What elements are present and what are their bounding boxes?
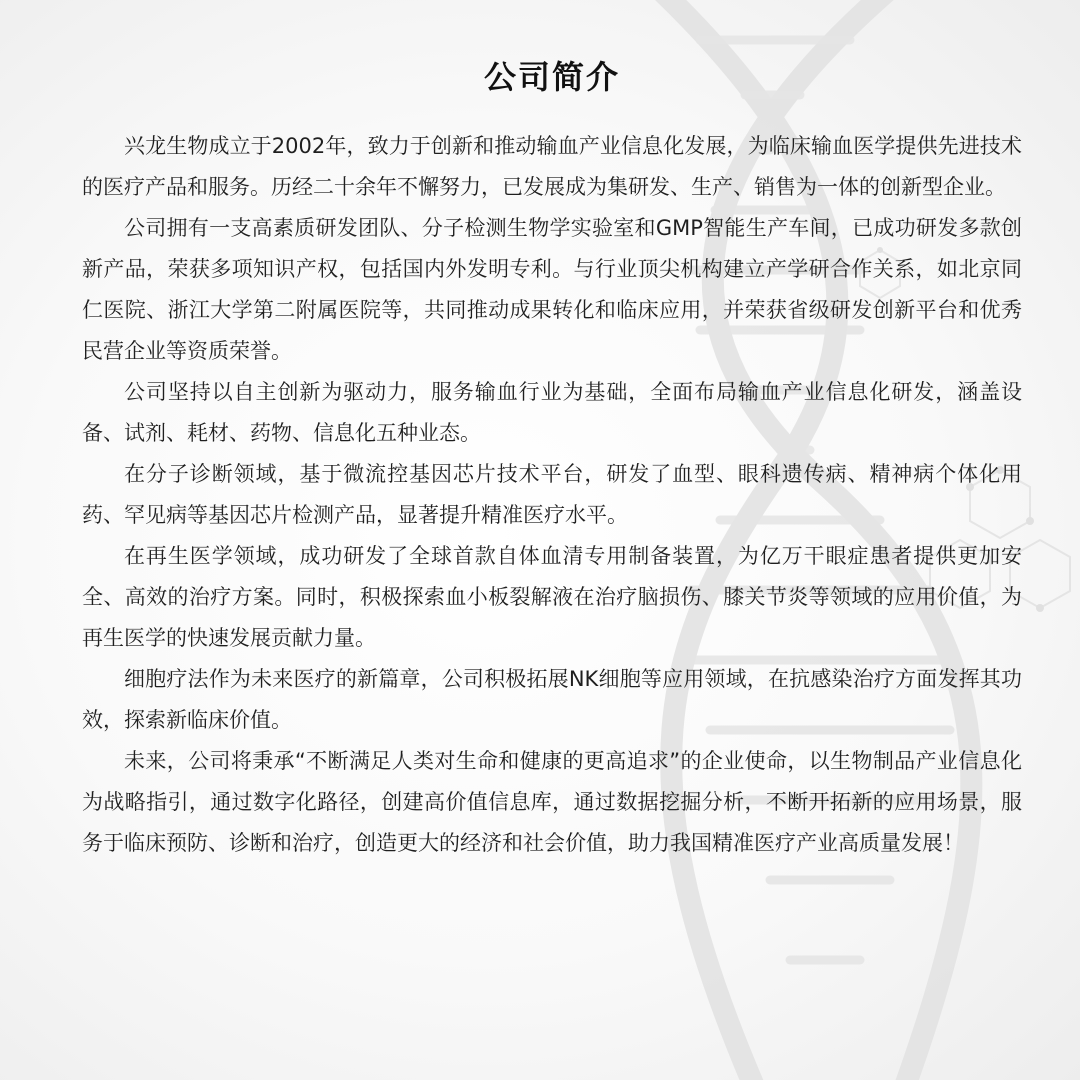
paragraph-founding: 兴龙生物成立于2002年，致力于创新和推动输血产业信息化发展，为临床输血医学提供先进技术的医疗产品和服务。历经二十余年不懈努力，已发展成为集研发、生产、销售为一体的创新型企业。 xyxy=(82,134,1022,199)
paragraph-innovation-strategy: 公司坚持以自主创新为驱动力，服务输血行业为基础，全面布局输血产业信息化研发，涵盖设备、试剂、耗材、药物、信息化五种业态。 xyxy=(82,380,1022,445)
paragraph-research-team: 公司拥有一支高素质研发团队、分子检测生物学实验室和GMP智能生产车间，已成功研发多款创新产品，荣获多项知识产权，包括国内外发明专利。与行业顶尖机构建立产学研合作关系，如北京同仁医院、浙江大学第二附属医院等，共同推动成果转化和临床应用，并荣获省级研发创新平台和优秀民营企业等资质荣誉。 xyxy=(82,216,1022,363)
paragraph-molecular-diagnostics: 在分子诊断领域，基于微流控基因芯片技术平台，研发了血型、眼科遗传病、精神病个体化用药、罕见病等基因芯片检测产品，显著提升精准医疗水平。 xyxy=(82,462,1022,527)
paragraph-cell-therapy: 细胞疗法作为未来医疗的新篇章，公司积极拓展NK细胞等应用领域，在抗感染治疗方面发挥其功效，探索新临床价值。 xyxy=(82,667,1022,732)
paragraph-future-mission: 未来，公司将秉承“不断满足人类对生命和健康的更高追求”的企业使命，以生物制品产业信息化为战略指引，通过数字化路径，创建高价值信息库，通过数据挖掘分析，不断开拓新的应用场景，服务于临床预防、诊断和治疗，创造更大的经济和社会价值，助力我国精准医疗产业高质量发展！ xyxy=(82,749,1022,855)
paragraph-regenerative-medicine: 在再生医学领域，成功研发了全球首款自体血清专用制备装置，为亿万干眼症患者提供更加安全、高效的治疗方案。同时，积极探索血小板裂解液在治疗脑损伤、膝关节炎等领域的应用价值，为再生医学的快速发展贡献力量。 xyxy=(82,544,1022,650)
page-title: 公司简介 xyxy=(483,58,620,96)
company-profile-section xyxy=(82,52,1022,864)
